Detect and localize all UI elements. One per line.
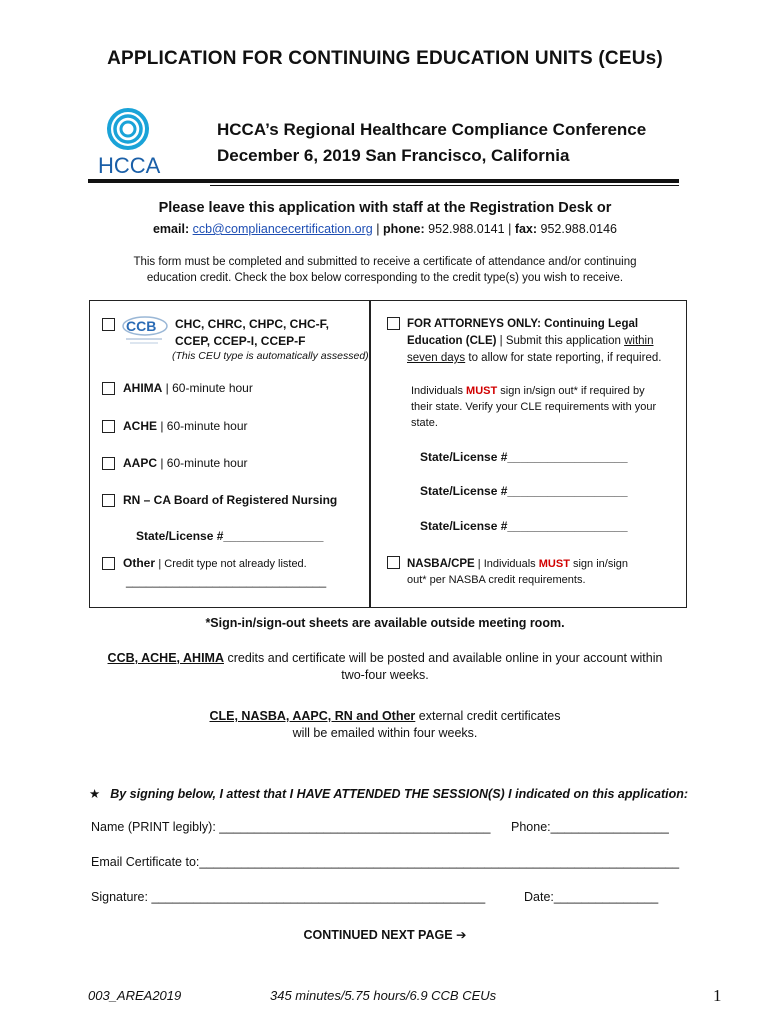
ccb-note: (This CEU type is automatically assessed) <box>172 350 369 362</box>
other-field[interactable]: ______________________________ <box>126 574 327 588</box>
hcca-logo-icon <box>96 107 166 179</box>
other-checkbox[interactable] <box>102 557 115 570</box>
leave-instruction: Please leave this application with staff at the Registration Desk or <box>158 200 612 216</box>
state-license-field-3[interactable]: State/License #__________________ <box>420 519 628 533</box>
attestation: ★ By signing below, I attest that I HAVE ATTENDED THE SESSION(S) I indicated on this application: <box>89 787 689 801</box>
fax-label: fax: <box>514 222 538 236</box>
continued-next-page: CONTINUED NEXT PAGE ➔ <box>303 928 467 942</box>
arrow-right-icon: ➔ <box>456 928 467 942</box>
conference-name: HCCA’s Regional Healthcare Compliance Conference <box>217 120 647 139</box>
signature-field[interactable]: Signature: ________________________________________________ <box>91 890 486 904</box>
conference-info <box>217 117 646 169</box>
email-link[interactable]: ccb@compliancecertification.org <box>192 222 373 236</box>
form-code: 003_AREA2019 <box>88 988 182 1003</box>
column-divider <box>369 300 371 608</box>
separator: | <box>376 222 380 236</box>
page-number: 1 <box>713 986 722 1005</box>
cle-credit-note: CLE, NASBA, AAPC, RN and Other external credit certificates will be emailed within four weeks. <box>209 709 561 740</box>
star-icon: ★ <box>89 787 101 801</box>
cle-option: FOR ATTORNEYS ONLY: Continuing Legal Education (CLE) | Submit this application within seven days to allow for state reporting, if required. <box>407 318 662 364</box>
ccb-credit-note: CCB, ACHE, AHIMA credits and certificate will be posted and available online in your account within two-four weeks. <box>107 651 663 682</box>
fax-number: 952.988.0146 <box>540 222 617 236</box>
rn-option: RN – CA Board of Registered Nursing <box>123 493 338 507</box>
email-certificate-field[interactable]: Email Certificate to:_____________________________________________________________________ <box>91 855 680 869</box>
header-rule <box>88 179 679 183</box>
session-duration: 345 minutes/5.75 hours/6.9 CCB CEUs <box>270 988 497 1003</box>
aapc-checkbox[interactable] <box>102 457 115 470</box>
aapc-option: AAPC | 60-minute hour <box>123 456 248 470</box>
signin-note: *Sign-in/sign-out sheets are available outside meeting room. <box>205 616 565 630</box>
phone-field[interactable]: Phone:_________________ <box>511 820 669 834</box>
form-title: APPLICATION FOR CONTINUING EDUCATION UNITS (CEUs) <box>107 48 663 69</box>
other-option: Other | Credit type not already listed. <box>123 556 307 570</box>
hcca-logo-text: HCCA <box>98 153 161 178</box>
ccb-credentials: CHC, CHRC, CHPC, CHC-F, CCEP, CCEP-I, CCEP-F <box>175 317 329 348</box>
separator: | <box>508 222 512 236</box>
contact-line <box>0 222 770 236</box>
ache-checkbox[interactable] <box>102 420 115 433</box>
state-license-field-2[interactable]: State/License #__________________ <box>420 484 628 498</box>
hcca-logo <box>96 107 166 179</box>
phone-label: phone: <box>382 222 425 236</box>
ccb-checkbox[interactable] <box>102 318 115 331</box>
ccb-logo <box>122 314 168 346</box>
svg-text:CCB: CCB <box>126 318 157 334</box>
nasba-checkbox[interactable] <box>387 556 400 569</box>
nasba-option: NASBA/CPE | Individuals MUST sign in/sign out* per NASBA credit requirements. <box>407 558 629 586</box>
state-license-field-1[interactable]: State/License #__________________ <box>420 450 628 464</box>
intro-text: This form must be completed and submitted to receive a certificate of attendance and/or continuing education credit. Check the box below corresponding to the credit type(s) you wish to receive. <box>133 256 637 284</box>
date-field[interactable]: Date:_______________ <box>524 890 659 904</box>
rn-checkbox[interactable] <box>102 494 115 507</box>
cle-checkbox[interactable] <box>387 317 400 330</box>
email-label: email: <box>152 222 190 236</box>
header-rule-thin <box>210 185 679 186</box>
ahima-checkbox[interactable] <box>102 382 115 395</box>
ache-option: ACHE | 60-minute hour <box>123 419 248 433</box>
cle-must-text: Individuals MUST sign in/sign out* if required by their state. Verify your CLE requirements with your state. <box>411 385 657 429</box>
conference-date: December 6, 2019 San Francisco, California <box>217 146 570 165</box>
name-field[interactable]: Name (PRINT legibly): _______________________________________ <box>91 820 491 834</box>
ahima-option: AHIMA | 60-minute hour <box>123 381 253 395</box>
phone-number: 952.988.0141 <box>428 222 505 236</box>
rn-license-field[interactable]: State/License #_______________ <box>136 529 324 543</box>
